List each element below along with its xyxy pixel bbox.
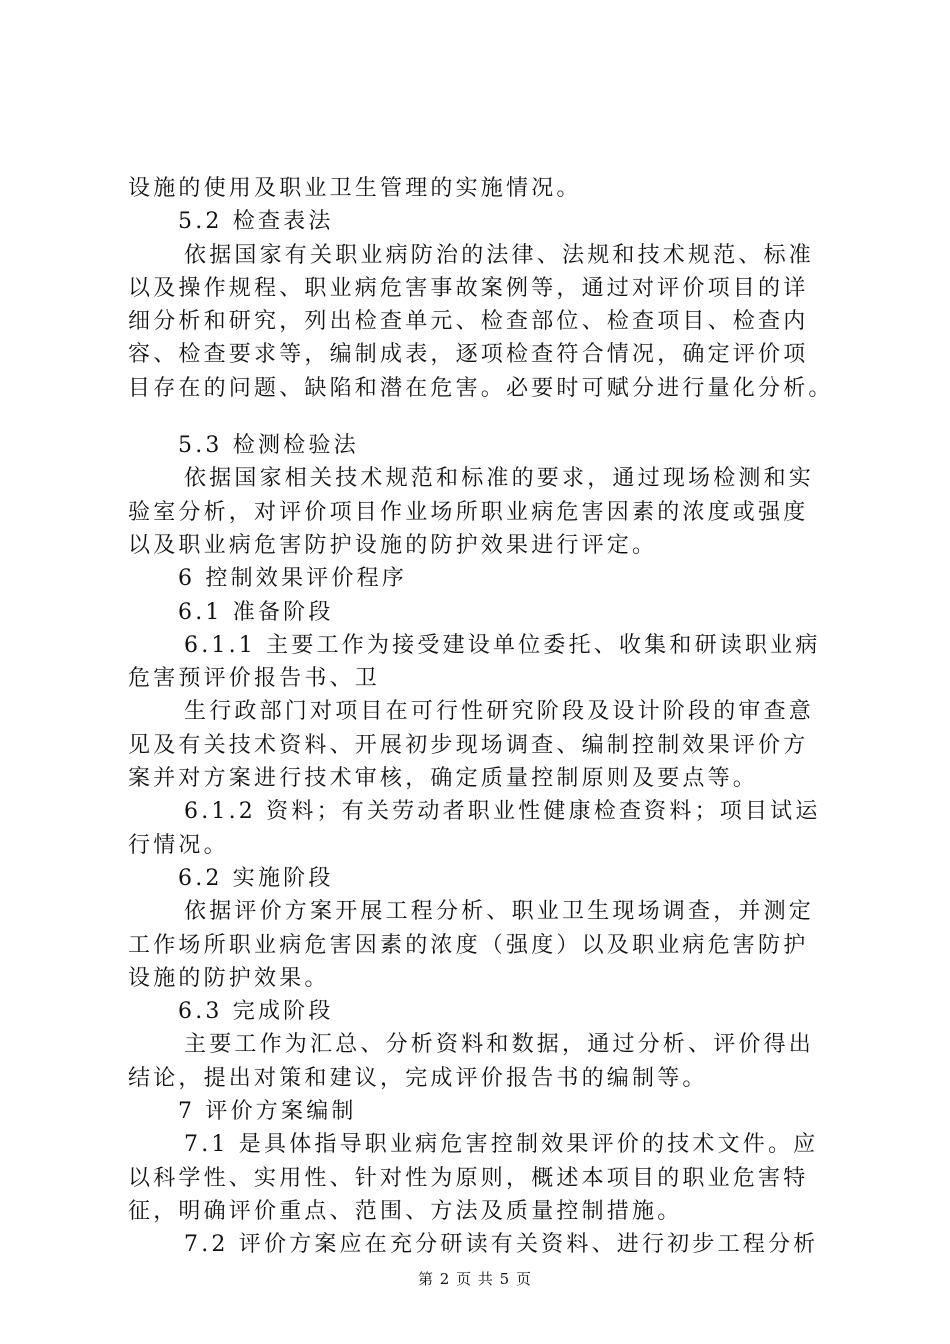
text-line: 细分析和研究，列出检查单元、检查部位、检查项目、检查内 [128, 309, 809, 335]
text-line: 6.1.1 主要工作为接受建设单位委托、收集和研读职业病 [184, 632, 821, 658]
text-line: 设施的使用及职业卫生管理的实施情况。 [128, 176, 582, 201]
page-footer: 第 2 页 共 5 页 [418, 1270, 532, 1288]
text-line: 依据国家有关职业病防治的法律、法规和技术规范、标准 [184, 242, 815, 268]
document-body [128, 172, 838, 1262]
text-line: 7 评价方案编制 [178, 1099, 357, 1125]
text-line: 征，明确评价重点、范围、方法及质量控制措施。 [128, 1198, 683, 1224]
text-line: 6.3 完成阶段 [178, 999, 334, 1025]
text-line: 6.1 准备阶段 [178, 599, 334, 625]
text-line: 依据评价方案开展工程分析、职业卫生现场调查，并测定 [184, 899, 815, 925]
text-line: 验室分析，对评价项目作业场所职业病危害因素的浓度或强度 [128, 499, 809, 525]
text-line: 以及职业病危害防护设施的防护效果进行评定。 [128, 532, 658, 558]
text-line: 设施的防护效果。 [128, 965, 330, 991]
text-line: 5.3 检测检验法 [178, 433, 359, 459]
text-line: 5.2 检查表法 [178, 209, 334, 235]
text-line: 危害预评价报告书、卫 [128, 666, 381, 692]
text-line: 7.2 评价方案应在充分研读有关资料、进行初步工程分析 [184, 1232, 819, 1258]
text-line: 结论，提出对策和建议，完成评价报告书的编制等。 [128, 1065, 708, 1091]
text-line: 目存在的问题、缺陷和潜在危害。必要时可赋分进行量化分析。 [128, 375, 834, 401]
text-block-lower [128, 429, 838, 1261]
text-line: 6 控制效果评价程序 [178, 566, 407, 592]
text-line: 生行政部门对项目在可行性研究阶段及设计阶段的审查意 [184, 699, 815, 725]
text-line: 工作场所职业病危害因素的浓度（强度）以及职业病危害防护 [128, 932, 809, 958]
text-line: 7.1 是具体指导职业病危害控制效果评价的技术文件。应 [184, 1132, 819, 1158]
text-line: 见及有关技术资料、开展初步现场调查、编制控制效果评价方 [128, 732, 809, 758]
text-block-upper [128, 172, 838, 405]
text-line: 主要工作为汇总、分析资料和数据，通过分析、评价得出 [184, 1032, 815, 1058]
text-line: 依据国家相关技术规范和标准的要求，通过现场检测和实 [184, 466, 815, 492]
text-line: 以科学性、实用性、针对性为原则，概述本项目的职业危害特 [128, 1165, 809, 1191]
text-line: 以及操作规程、职业病危害事故案例等，通过对评价项目的详 [128, 275, 809, 301]
text-line: 6.2 实施阶段 [178, 865, 334, 891]
text-line: 容、检查要求等，编制成表，逐项检查符合情况，确定评价项 [128, 342, 809, 368]
text-line: 案并对方案进行技术审核，确定质量控制原则及要点等。 [128, 766, 759, 792]
text-line: 6.1.2 资料；有关劳动者职业性健康检查资料；项目试运 [184, 799, 821, 825]
paragraph-gap [128, 405, 838, 429]
text-line: 行情况。 [128, 832, 229, 858]
